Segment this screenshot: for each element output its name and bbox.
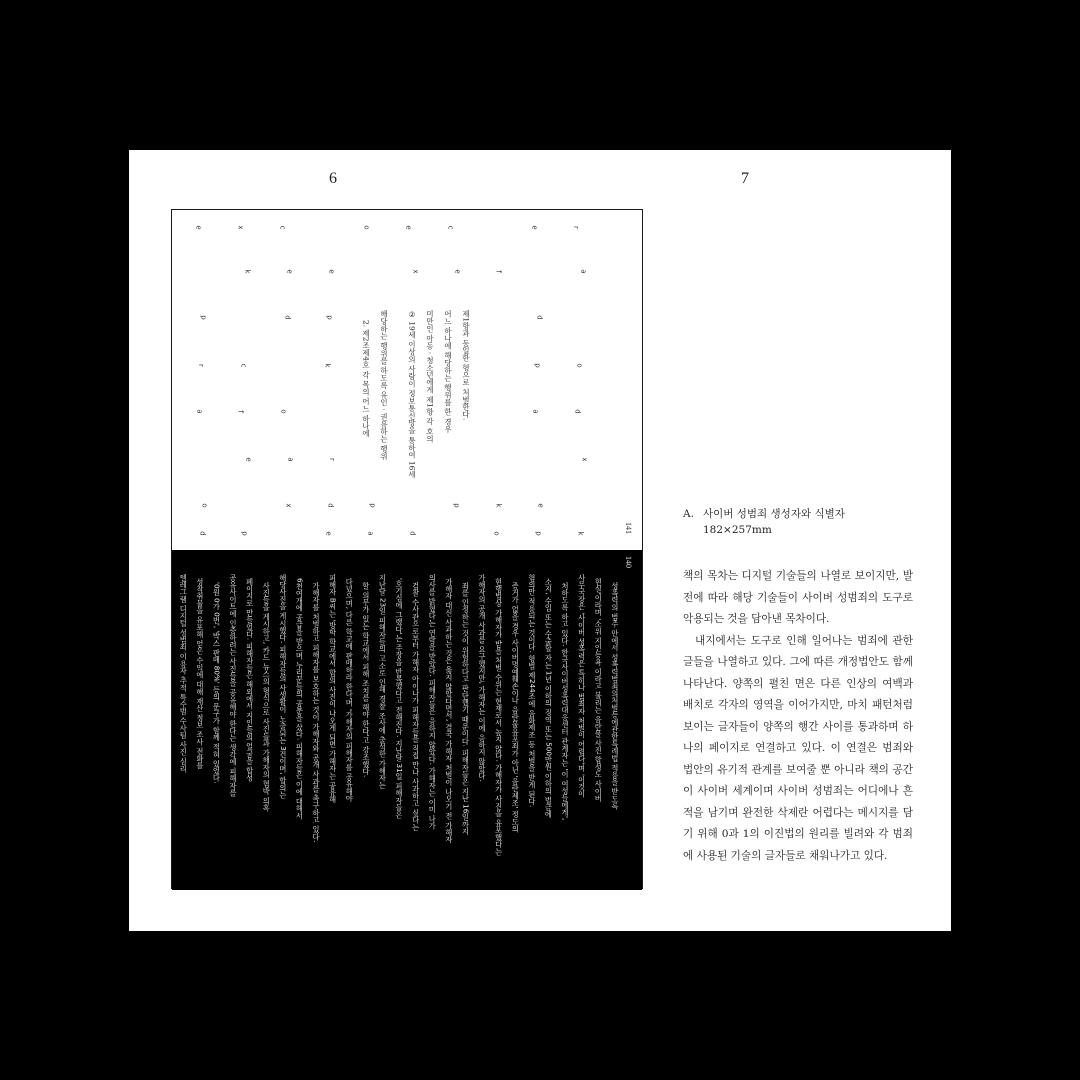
article-text-line: 성폭력의 범주 안에서 성폭력범죄의처벌등에관한특례법 적용을 받도록 <box>610 582 620 810</box>
pattern-letter: e <box>324 531 333 536</box>
article-text-line: 혐의만 적용되는 것이다. 형법 제244조에 음화제조 등 처벌을 받게 된다. <box>527 574 537 808</box>
description-text <box>683 566 913 867</box>
top-folio: 141 <box>624 522 633 534</box>
pattern-letter: d <box>198 531 207 536</box>
caption-letter: A. <box>683 508 694 520</box>
article-text-line: 사진들을 게시하고, 카드 뉴스의 형식으로 사진들과 가해자의 협박 의혹 <box>262 582 272 812</box>
book-spread <box>129 150 951 931</box>
pattern-letter: d <box>408 531 417 536</box>
article-text-line: '호기심에 그랬다'는 주장을 반복했다고 전해진다. 지난달 31일 피해자들은 <box>395 578 404 819</box>
pattern-letter: e <box>453 269 462 274</box>
pattern-letter: e <box>404 225 413 230</box>
article-text-line: 페이지로 만들었다. 피해자들은 해외에서 지인들의 얼굴을 합성 <box>245 578 255 782</box>
pattern-letter: c <box>278 225 287 230</box>
pattern-letter: p <box>452 503 461 508</box>
article-text-line: 처하도록 하고 있다. 한국사이버성폭력대응센터 관계자는 '이 여성들에게', <box>561 582 570 821</box>
caption-title: 사이버 성범죄 생성자와 식별자 <box>703 508 845 520</box>
article-text-line: 해당사진을 게시했다. 피해자들의 사생활이 노출되는 3건이며, 합의는 <box>278 574 288 799</box>
article-text-line: '0원 0가 0번', '박스 판매 80%' 등의 문구가 함께 적혀 있었다. <box>212 582 222 784</box>
pattern-letter: x <box>284 503 293 508</box>
pattern-letter: p <box>240 531 249 536</box>
pattern-letter: p <box>534 531 543 536</box>
article-text-line: 사무국장은 '사이버 성폭력은 특히나 범죄자 처벌이 어렵다'며 '이것이 <box>577 574 587 798</box>
article-text-line: 텔레그램 디지털 성범죄 이용자 추적 특수범 수사팀 사진 심리 <box>179 574 189 773</box>
pattern-letter: r <box>196 364 205 367</box>
article-text-line: 소지, 수입 또는 수출할 자는 1년 이하의 징역 또는 500만원 이하의 벌금에 <box>544 578 554 819</box>
pattern-letter: d <box>283 315 292 320</box>
pattern-letter: r <box>571 226 580 229</box>
pattern-letter: c <box>239 363 248 368</box>
pattern-letter: d <box>326 503 335 508</box>
pattern-letter: a <box>579 269 588 274</box>
pattern-letter: k <box>494 503 503 508</box>
pattern-letter: f <box>494 270 503 273</box>
pattern-letter: o <box>492 531 501 536</box>
pattern-letter: x <box>236 225 245 230</box>
pattern-letter: e <box>194 225 203 230</box>
article-text-line: 검찰 수사관으로부터 가해자 아이나가 피해자들을 직접 만나 사과하고 싶다는 <box>411 582 421 831</box>
pattern-letter: p <box>325 315 334 320</box>
figure-caption <box>683 506 845 538</box>
left-page-number: 6 <box>329 170 337 187</box>
law-text-line: 어느 하나에 해당하는 행위를 한 경우 <box>443 310 453 433</box>
article-text-line: 성착취물을 유포해 얻은 수익에 대해 재산 정보 조사 전화를 <box>195 578 205 770</box>
article-text-line: 현행법상 가해자가 받을 처벌 수위는 현재로서 높지 않다. 가해자가 사진을 유포했다는 <box>494 578 504 856</box>
pattern-letter: o <box>575 363 584 368</box>
law-text-line: 2. 제2조제4호 각 목의 어느 하나에 <box>361 320 371 438</box>
pattern-letter: k <box>243 269 252 274</box>
pattern-letter: p <box>368 503 377 508</box>
pattern-letter: a <box>366 531 375 536</box>
article-text-line: 다녔으며, 다른 학교에 판매하라 한다'며 '가해자의 피해자를 공유해야 <box>345 578 355 802</box>
article-text-line: 지난달 23일 피해자들의 고소로 인해 경찰 조사에 출석한 가해자는 <box>378 574 388 789</box>
pattern-letter: k <box>576 531 585 536</box>
pattern-letter: r <box>327 458 336 461</box>
pattern-letter: e <box>327 269 336 274</box>
art-top-half <box>172 210 642 550</box>
pattern-letter: o <box>279 409 288 414</box>
pattern-letter: a <box>531 409 540 414</box>
pattern-letter: x <box>411 269 420 274</box>
law-text-line: 해당하는 행위를 하도록 유인 · 권유하는 행위 <box>379 310 389 460</box>
pattern-letter: d <box>535 315 544 320</box>
article-text-line: 할 의무가 있는 학교에서 피해 조치를 해야 한다'고 강조했다. <box>361 582 371 778</box>
pattern-letter: x <box>580 457 589 462</box>
pattern-letter: a <box>195 409 204 414</box>
article-text-line: 죄를 인정하는 것이 위험하다고 판단했기 때문이다. 피해자들은 지난 16일까지 <box>461 582 471 835</box>
article-text-line: 피해자 B씨는 '방학 학교에서 합의 사진이 나오게 되면 가해자는 공유해 <box>328 574 338 804</box>
paragraph-1: 책의 목차는 디지털 기술들의 나열로 보이지만, 발전에 따라 해당 기술들이 사이버 성범죄의 도구로 악용되는 것을 담아낸 목차이다. <box>683 570 913 625</box>
law-text-line: 미만인 아동 · 청소년에게 제1항 각 호의 <box>425 310 435 443</box>
pattern-letter: d <box>573 409 582 414</box>
pattern-letter: o <box>200 503 209 508</box>
pattern-letter: e <box>244 457 253 462</box>
article-text-line: 공유사이트에 인증하려는 사진들을 공유해야 한다는 생각에 피해자를 <box>229 574 238 797</box>
article-text-line: 가해자 대신 사과하는 것은 옳지 않았다면서, 결국 가해자 처벌이 나오기 전 가해자 <box>444 578 454 844</box>
pattern-letter: p <box>199 315 208 320</box>
article-text-line: 의사를 밝혔다는 연락을 받았다. 피해자들은 응하지 않았다. 가해자는 이미 나가 <box>428 574 438 830</box>
pattern-letter: a <box>286 457 295 462</box>
pattern-letter: c <box>446 225 455 230</box>
article-text-line: 가해자를 처벌하고 피해자를 보호하는 것이 가해자와 공개 사과를 촉구하고 있다. <box>312 582 321 843</box>
pattern-letter: p <box>533 363 542 368</box>
art-bottom-half <box>172 550 642 890</box>
pattern-letter: e <box>536 503 545 508</box>
right-page-number: 7 <box>741 170 749 187</box>
article-text-line: 현실'이라며 '소위 지인능욕 이라고 불리는 음란물 사진 합성도 사이버 <box>594 578 604 802</box>
article-text-line: 가해자의 공개 사과를 요구했지만, 가해자는 이에 응하지 않았다. <box>478 574 487 782</box>
law-text-line: ② 19세 이상의 사람이 정보통신망을 통하여 16세 <box>407 310 417 478</box>
paragraph-2: 내지에서는 도구로 인해 일어나는 범죄에 관한 글들을 나열하고 있다. 그에 따른 개정법안도 함께 나타난다. 양쪽의 펼친 면은 다른 인상의 여백과 배치로 각자의 영역을 이어가지만, 마치 패턴처럼 보이는 글자들이 양쪽의 행간 사이를 통과하며 하나의 페이지로 연결하고 있다. 이 연결은 범죄와 법안의 유기적 관계를 보여줄 뿐 아니라 책의 공간이 사이버 세계이며 사이버 성범죄는 어디에나 흔적을 남기며 완전한 삭제란 어렵다는 메시지를 담기 위해 0과 1의 이진법의 원리를 빌려와 각 범죄에 사용된 기술의 글자들로 채워나가고 있다. <box>683 634 913 862</box>
pattern-letter: e <box>285 269 294 274</box>
pattern-letter: o <box>362 225 371 230</box>
rotated-spread-image <box>171 209 643 889</box>
pattern-letter: f <box>236 410 245 413</box>
law-text-line: 제1항과 동일한 형으로 처벌한다. <box>461 310 471 421</box>
pattern-letter: e <box>530 225 539 230</box>
caption-size: 182×257mm <box>703 524 772 536</box>
article-text-line: 증거가 없을 경우 사이버명예훼손이나 음란물유포죄가 아닌 '음란제조' 정도의 <box>511 582 521 833</box>
pattern-letter: k <box>323 363 332 368</box>
bottom-folio: 140 <box>624 556 633 568</box>
article-text-line: 6천여개에 공급을 받으며 누리꾼들의 공분을 샀다. 피해자들은 이에 대해서 <box>295 578 305 820</box>
